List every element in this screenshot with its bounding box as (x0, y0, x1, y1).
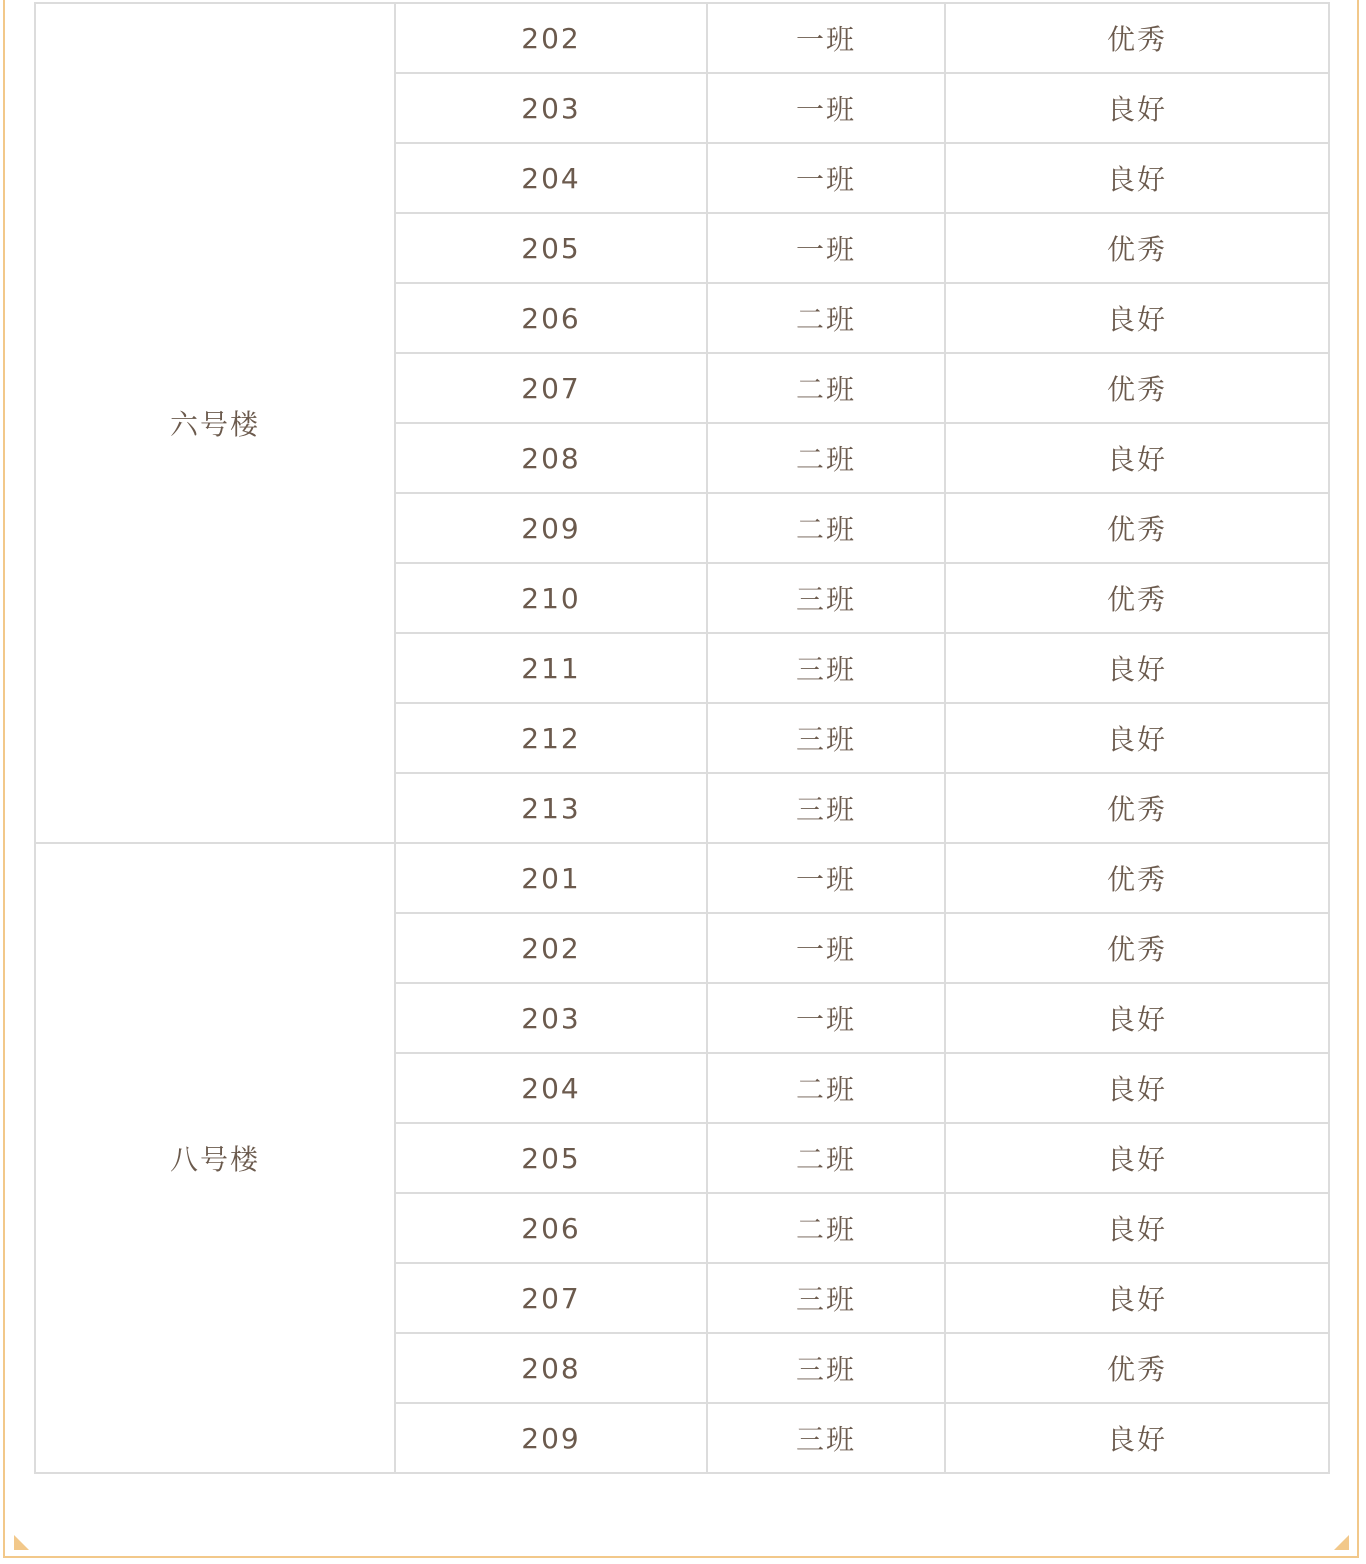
room-number-cell: 206 (395, 1193, 707, 1263)
room-number-cell: 205 (395, 1123, 707, 1193)
corner-ornament-left (14, 1535, 29, 1550)
rating-cell: 良好 (945, 73, 1329, 143)
class-cell: 二班 (707, 283, 945, 353)
rating-cell: 良好 (945, 1193, 1329, 1263)
room-number-cell: 208 (395, 423, 707, 493)
dormitory-rating-table (34, 2, 1330, 1474)
class-cell: 一班 (707, 213, 945, 283)
building-cell: 八号楼 (35, 843, 395, 1473)
class-cell: 三班 (707, 703, 945, 773)
room-number-cell: 212 (395, 703, 707, 773)
class-cell: 一班 (707, 73, 945, 143)
class-cell: 二班 (707, 423, 945, 493)
rating-cell: 良好 (945, 1403, 1329, 1473)
rating-cell: 良好 (945, 1123, 1329, 1193)
room-number-cell: 201 (395, 843, 707, 913)
table-row (35, 843, 1329, 913)
room-number-cell: 208 (395, 1333, 707, 1403)
room-number-cell: 204 (395, 143, 707, 213)
room-number-cell: 206 (395, 283, 707, 353)
class-cell: 一班 (707, 913, 945, 983)
room-number-cell: 213 (395, 773, 707, 843)
class-cell: 一班 (707, 3, 945, 73)
rating-cell: 良好 (945, 633, 1329, 703)
table-body (35, 3, 1329, 1473)
class-cell: 三班 (707, 1263, 945, 1333)
class-cell: 二班 (707, 493, 945, 563)
rating-cell: 优秀 (945, 3, 1329, 73)
class-cell: 二班 (707, 353, 945, 423)
rating-cell: 优秀 (945, 563, 1329, 633)
class-cell: 三班 (707, 633, 945, 703)
room-number-cell: 207 (395, 1263, 707, 1333)
class-cell: 三班 (707, 563, 945, 633)
room-number-cell: 210 (395, 563, 707, 633)
rating-cell: 优秀 (945, 1333, 1329, 1403)
rating-cell: 优秀 (945, 353, 1329, 423)
room-number-cell: 211 (395, 633, 707, 703)
class-cell: 三班 (707, 1333, 945, 1403)
room-number-cell: 205 (395, 213, 707, 283)
rating-cell: 良好 (945, 703, 1329, 773)
room-number-cell: 203 (395, 983, 707, 1053)
class-cell: 二班 (707, 1123, 945, 1193)
rating-cell: 优秀 (945, 843, 1329, 913)
rating-cell: 良好 (945, 1053, 1329, 1123)
rating-cell: 良好 (945, 1263, 1329, 1333)
class-cell: 三班 (707, 773, 945, 843)
rating-cell: 优秀 (945, 493, 1329, 563)
room-number-cell: 202 (395, 913, 707, 983)
rating-cell: 良好 (945, 283, 1329, 353)
class-cell: 二班 (707, 1193, 945, 1263)
room-number-cell: 203 (395, 73, 707, 143)
room-number-cell: 202 (395, 3, 707, 73)
rating-cell: 优秀 (945, 913, 1329, 983)
room-number-cell: 209 (395, 493, 707, 563)
table-row (35, 3, 1329, 73)
class-cell: 三班 (707, 1403, 945, 1473)
class-cell: 一班 (707, 983, 945, 1053)
rating-cell: 优秀 (945, 773, 1329, 843)
class-cell: 二班 (707, 1053, 945, 1123)
room-number-cell: 209 (395, 1403, 707, 1473)
room-number-cell: 204 (395, 1053, 707, 1123)
rating-cell: 优秀 (945, 213, 1329, 283)
corner-ornament-right (1334, 1535, 1349, 1550)
rating-cell: 良好 (945, 143, 1329, 213)
rating-cell: 良好 (945, 983, 1329, 1053)
building-cell: 六号楼 (35, 3, 395, 843)
room-number-cell: 207 (395, 353, 707, 423)
rating-cell: 良好 (945, 423, 1329, 493)
class-cell: 一班 (707, 143, 945, 213)
class-cell: 一班 (707, 843, 945, 913)
